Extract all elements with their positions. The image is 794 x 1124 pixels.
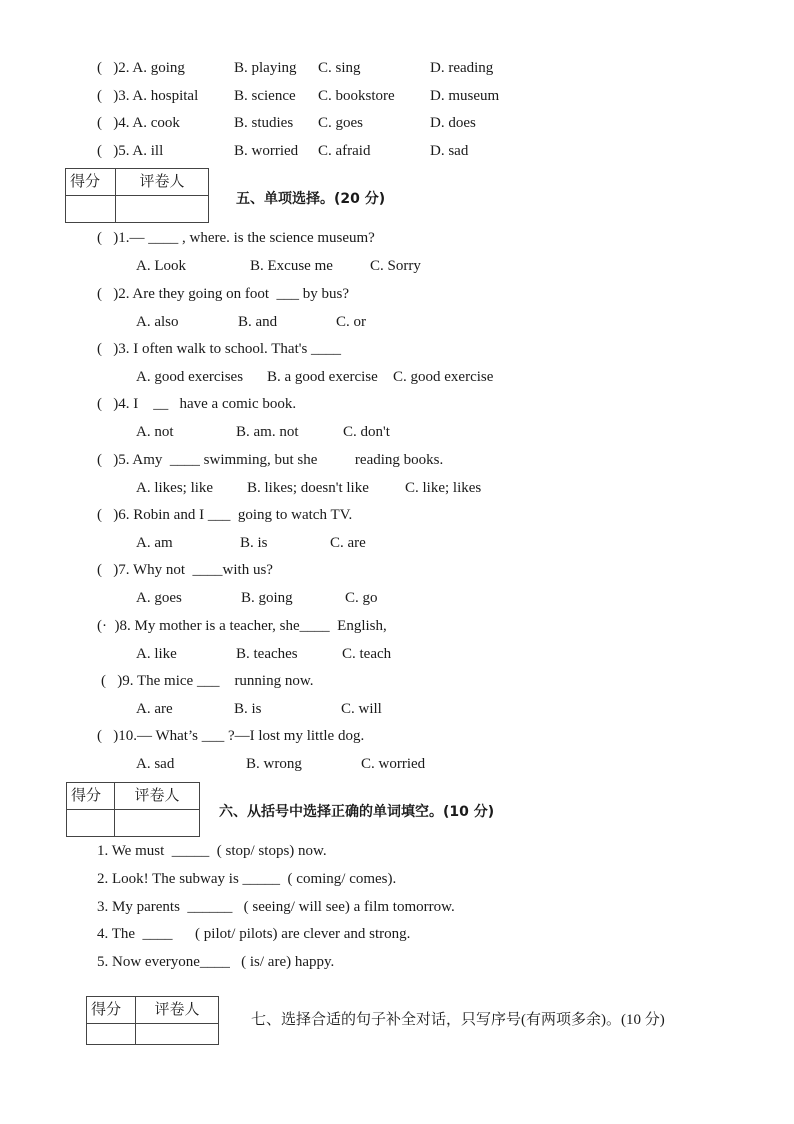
sec5-question-8: (· )8. My mother is a teacher, she____ English, <box>97 618 387 634</box>
score-label: 得分 <box>66 169 116 196</box>
sec4-row-2-d: D. reading <box>430 60 494 76</box>
sec5-question-5: ( )5. Amy ____ swimming, but she reading books. <box>97 452 444 468</box>
sec5-q9-option-b: B. is <box>234 701 262 717</box>
grader-label: 评卷人 <box>115 783 200 810</box>
sec5-q10-option-b: B. wrong <box>246 756 302 772</box>
sec5-q8-option-c: C. teach <box>342 646 392 662</box>
sec5-q10-option-c: C. worried <box>361 756 426 772</box>
sec5-q1-option-a: A. Look <box>136 258 186 274</box>
sec5-q5-option-a: A. likes; like <box>136 480 214 496</box>
sec4-row-4-num: ( )4. A. cook <box>97 115 180 131</box>
sec5-q4-option-a: A. not <box>136 424 174 440</box>
sec5-q9-option-a: A. are <box>136 701 173 717</box>
sec5-q2-option-c: C. or <box>336 314 366 330</box>
sec4-row-3-b: B. science <box>234 88 296 104</box>
sec6-item-5: 5. Now everyone____ ( is/ are) happy. <box>97 954 335 970</box>
sec4-row-2-b: B. playing <box>234 60 297 76</box>
sec5-question-4: ( )4. I __ have a comic book. <box>97 396 297 412</box>
sec5-question-7: ( )7. Why not ____with us? <box>97 562 273 578</box>
sec6-item-3: 3. My parents ______ ( seeing/ will see) a film tomorrow. <box>97 899 455 915</box>
sec4-row-2-num: ( )2. A. going <box>97 60 185 76</box>
grader-cell[interactable] <box>136 1024 219 1045</box>
sec4-row-5-b: B. worried <box>234 143 299 159</box>
sec4-row-2-c: C. sing <box>318 60 361 76</box>
sec5-question-2: ( )2. Are they going on foot ___ by bus? <box>97 286 350 302</box>
sec5-q7-option-c: C. go <box>345 590 378 606</box>
sec4-row-4-d: D. does <box>430 115 476 131</box>
sec5-q6-option-c: C. are <box>330 535 366 551</box>
sec4-row-3-d: D. museum <box>430 88 500 104</box>
sec5-q4-option-c: C. don't <box>343 424 390 440</box>
sec5-q10-option-a: A. sad <box>136 756 175 772</box>
sec6-item-2: 2. Look! The subway is _____ ( coming/ comes). <box>97 871 397 887</box>
sec5-q5-option-c: C. like; likes <box>405 480 482 496</box>
sec4-row-5-num: ( )5. A. ill <box>97 143 164 159</box>
sec5-q3-option-c: C. good exercise <box>393 369 494 385</box>
grader-label: 评卷人 <box>116 169 209 196</box>
sec6-item-4: 4. The ____ ( pilot/ pilots) are clever and strong. <box>97 926 411 942</box>
sec5-q7-option-b: B. going <box>241 590 293 606</box>
sec4-row-4-c: C. goes <box>318 115 363 131</box>
score-cell[interactable] <box>67 810 115 837</box>
grader-cell[interactable] <box>115 810 200 837</box>
score-cell[interactable] <box>66 196 116 223</box>
sec5-q8-option-a: A. like <box>136 646 177 662</box>
grader-cell[interactable] <box>116 196 209 223</box>
sec5-question-1: ( )1.— ____ , where. is the science museum? <box>97 230 375 246</box>
sec5-q3-option-a: A. good exercises <box>136 369 244 385</box>
sec5-q2-option-a: A. also <box>136 314 179 330</box>
sec5-q1-option-b: B. Excuse me <box>250 258 333 274</box>
sec6-item-1: 1. We must _____ ( stop/ stops) now. <box>97 843 327 859</box>
sec4-row-5-d: D. sad <box>430 143 469 159</box>
sec5-q4-option-b: B. am. not <box>236 424 299 440</box>
sec5-question-9: ( )9. The mice ___ running now. <box>101 673 314 689</box>
sec5-title: 五、单项选择。(20 分) <box>236 191 386 207</box>
sec7-title: 七、选择合适的句子补全对话，只写序号(有两项多余)。(10 分) <box>251 1012 665 1028</box>
sec5-q8-option-b: B. teaches <box>236 646 298 662</box>
score-label: 得分 <box>67 783 115 810</box>
sec4-row-4-b: B. studies <box>234 115 294 131</box>
sec5-q5-option-b: B. likes; doesn't like <box>247 480 369 496</box>
sec5-q6-option-b: B. is <box>240 535 268 551</box>
sec5-question-6: ( )6. Robin and I ___ going to watch TV. <box>97 507 353 523</box>
sec5-q3-option-b: B. a good exercise <box>267 369 378 385</box>
sec5-q1-option-c: C. Sorry <box>370 258 421 274</box>
grader-label: 评卷人 <box>136 997 219 1024</box>
sec5-q9-option-c: C. will <box>341 701 382 717</box>
score-cell[interactable] <box>87 1024 136 1045</box>
sec5-q7-option-a: A. goes <box>136 590 182 606</box>
score-table-sec7 <box>86 996 219 1045</box>
sec5-question-10: ( )10.— What’s ___ ?—I lost my little dog. <box>97 728 365 744</box>
sec4-row-3-num: ( )3. A. hospital <box>97 88 199 104</box>
sec4-row-5-c: C. afraid <box>318 143 371 159</box>
sec5-question-3: ( )3. I often walk to school. That's ____ <box>97 341 342 357</box>
score-table-sec5 <box>65 168 209 223</box>
sec5-q6-option-a: A. am <box>136 535 173 551</box>
score-table-sec6 <box>66 782 200 837</box>
sec6-title: 六、从括号中选择正确的单词填空。(10 分) <box>219 804 495 820</box>
score-label: 得分 <box>87 997 136 1024</box>
sec5-q2-option-b: B. and <box>238 314 278 330</box>
sec4-row-3-c: C. bookstore <box>318 88 395 104</box>
